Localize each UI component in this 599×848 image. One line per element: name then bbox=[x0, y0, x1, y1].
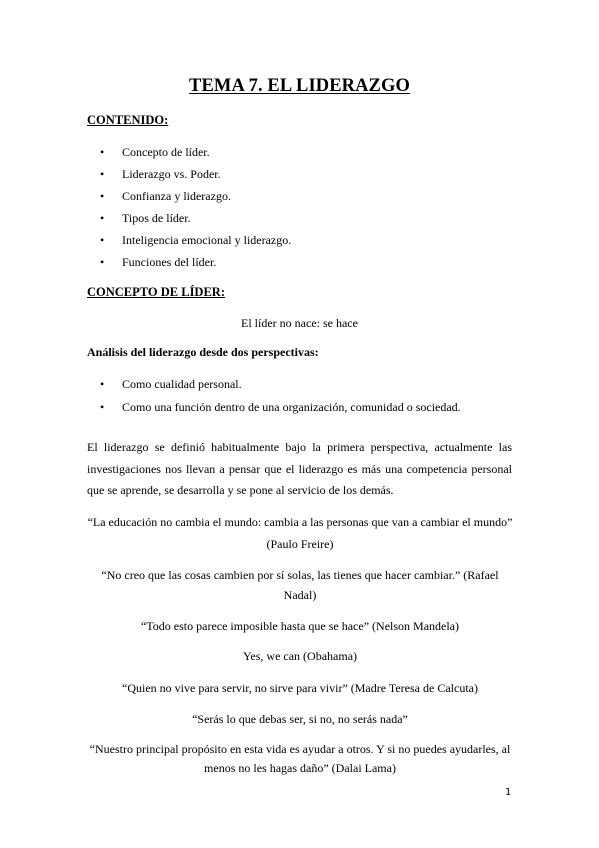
quote-block bbox=[80, 679, 520, 698]
perspective-label: Como una función dentro de una organización, comunidad o sociedad. bbox=[122, 400, 461, 414]
quote-text: “Nuestro principal propósito en esta vida es ayudar a otros. Y si no puedes ayudarles, al bbox=[89, 742, 511, 756]
page-number: 1 bbox=[505, 787, 512, 798]
bullet-icon: • bbox=[100, 233, 105, 247]
list-item bbox=[100, 233, 291, 255]
analysis-heading: Análisis del liderazgo desde dos perspectivas: bbox=[87, 345, 319, 359]
quote-text: “Quien no vive para servir, no sirve para vivir” (Madre Teresa de Calcuta) bbox=[122, 681, 478, 695]
page-title: TEMA 7. EL LIDERAZGO bbox=[189, 76, 410, 96]
perspective-label: Como cualidad personal. bbox=[122, 377, 242, 391]
contents-item-label: Funciones del líder. bbox=[122, 255, 217, 269]
quote-block bbox=[80, 647, 520, 666]
contents-item-label: Tipos de líder. bbox=[122, 211, 191, 225]
contents-item-label: Confianza y liderazgo. bbox=[122, 189, 231, 203]
contents-list bbox=[100, 145, 291, 277]
list-item bbox=[100, 145, 291, 167]
contents-item-label: Inteligencia emocional y liderazgo. bbox=[122, 233, 292, 247]
quote-text: “Serás lo que debas ser, si no, no serás nada” bbox=[192, 712, 408, 726]
bullet-icon: • bbox=[100, 255, 105, 269]
quote-block bbox=[80, 710, 520, 729]
quote-block bbox=[80, 566, 520, 605]
quote-continuation: Nadal) bbox=[283, 588, 317, 602]
contents-heading: CONTENIDO: bbox=[87, 113, 169, 127]
quote-text: “No creo que las cosas cambien por sí solas, las tienes que hacer cambiar.” (Rafael bbox=[101, 568, 499, 582]
bullet-icon: • bbox=[100, 145, 105, 159]
concept-heading: CONCEPTO DE LÍDER: bbox=[87, 285, 225, 299]
quote-continuation: menos no les hagas daño” (Dalai Lama) bbox=[204, 761, 396, 775]
list-item bbox=[100, 167, 291, 189]
list-item bbox=[100, 211, 291, 233]
list-item bbox=[100, 377, 461, 400]
quote-block bbox=[80, 740, 520, 778]
quote-author: (Paulo Freire) bbox=[266, 537, 334, 551]
quote-text: “Todo esto parece imposible hasta que se hace” (Nelson Mandela) bbox=[140, 619, 460, 633]
quote-block bbox=[80, 513, 520, 554]
list-item bbox=[100, 255, 291, 277]
list-item bbox=[100, 400, 461, 423]
bullet-icon: • bbox=[100, 377, 105, 391]
bullet-icon: • bbox=[100, 189, 105, 203]
bullet-icon: • bbox=[100, 400, 105, 414]
bullet-icon: • bbox=[100, 211, 105, 225]
contents-item-label: Concepto de líder. bbox=[122, 145, 210, 159]
perspectives-list bbox=[100, 377, 461, 423]
quote-text: “La educación no cambia el mundo: cambia a las personas que van a cambiar el mundo” bbox=[87, 515, 513, 529]
quote-block bbox=[80, 617, 520, 636]
concept-tagline: El líder no nace: se hace bbox=[241, 316, 358, 330]
concept-paragraph: El liderazgo se definió habitualmente bajo la primera perspectiva, actualmente las investigaciones nos llevan a pensar que el liderazgo es más una competencia personal que se aprende, se desarrolla y se pone al servicio de los demás. bbox=[87, 440, 512, 497]
contents-item-label: Liderazgo vs. Poder. bbox=[122, 167, 221, 181]
quote-text: Yes, we can (Obahama) bbox=[242, 649, 358, 663]
list-item bbox=[100, 189, 291, 211]
bullet-icon: • bbox=[100, 167, 105, 181]
